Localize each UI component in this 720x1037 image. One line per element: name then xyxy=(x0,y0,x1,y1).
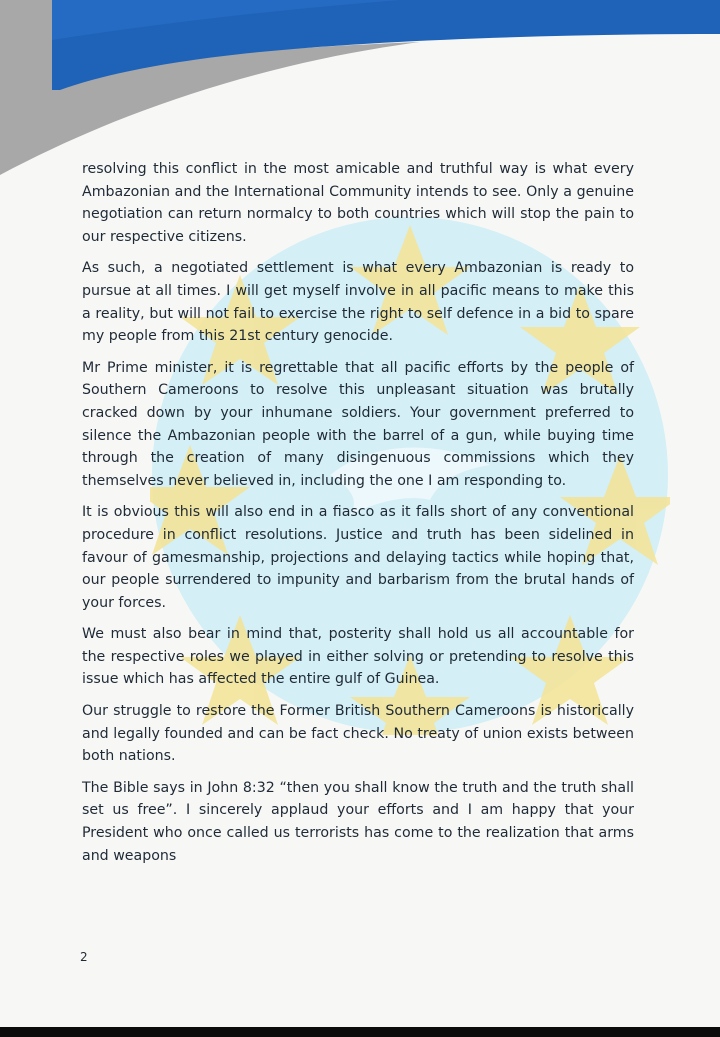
paragraph: As such, a negotiated settlement is what every Ambazonian is ready to pursue at all times. I will get myself involve in all pacific means to make this a reality, but will not fail to exercise the right to self defence in a bid to spare my people from this 21st century genocide. xyxy=(82,260,634,345)
paragraph: Mr Prime minister, it is regrettable that all pacific efforts by the people of Southern Cameroons to resolve this unpleasant situation was brutally cracked down by your inhumane soldiers. Your government preferred to silence the Ambazonian people with the barrel of a gun, while buying time through the creation of many disingenuous commissions which they themselves never believed in, including the one I am responding to. xyxy=(82,359,634,489)
letter-body xyxy=(82,158,634,876)
paragraph: We must also bear in mind that, posterity shall hold us all accountable for the respective roles we played in either solving or pretending to resolve this issue which has affected the entire gulf of Guinea. xyxy=(82,626,634,688)
bottom-border-bar xyxy=(0,1027,720,1037)
page-number: 2 xyxy=(80,950,88,964)
header-banner-graphic xyxy=(0,0,720,180)
paragraph: It is obvious this will also end in a fiasco as it falls short of any conventional procedure in conflict resolutions. Justice and truth has been sidelined in favour of gamesmanship, projections and delaying tactics while hoping that, our people surrendered to impunity and barbarism from the brutal hands of your forces. xyxy=(82,504,634,611)
paragraph: Our struggle to restore the Former British Southern Cameroons is historically and legally founded and can be fact check. No treaty of union exists between both nations. xyxy=(82,703,634,765)
paragraph: resolving this conflict in the most amicable and truthful way is what every Ambazonian and the International Community intends to see. Only a genuine negotiation can return normalcy to both countries which will stop the pain to our respective citizens. xyxy=(82,161,634,245)
paragraph: The Bible says in John 8:32 “then you shall know the truth and the truth shall set us free”. I sincerely applaud your efforts and I am happy that your President who once called us terrorists has come to the realization that arms and weapons xyxy=(82,779,634,864)
